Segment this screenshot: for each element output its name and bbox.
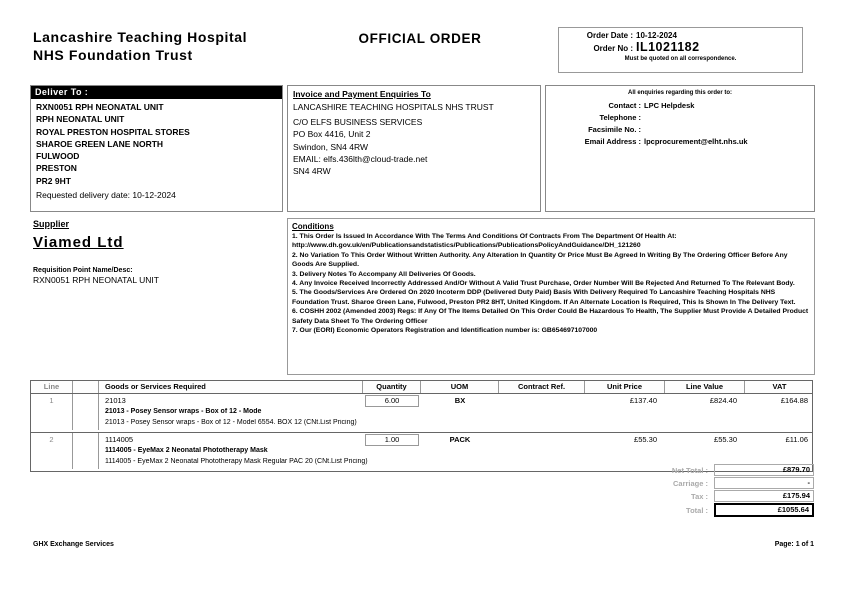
invoice-line: PO Box 4416, Unit 2 [293,129,371,140]
organisation-name-line2: NHS Foundation Trust [33,47,193,63]
invoice-line: SN4 4RW [293,166,331,177]
invoice-line: LANCASHIRE TEACHING HOSPITALS NHS TRUST [293,102,494,112]
footer-page-number: Page: 1 of 1 [774,541,814,548]
order-note: Must be quoted on all correspondence. [624,56,737,62]
col-header-goods: Goods or Services Required [99,381,363,393]
col-header-line-value: Line Value [665,381,745,393]
condition-item: 6. COSHH 2002 (Amended 2003) Regs: If Any Of The Items Detailed On This Order Could Be Hazardous To Health, The Supplier Must Provide A Detailed Product Safety Data Sheet To The Ordering Officer [292,308,809,325]
item-code: 21013 [105,396,126,405]
deliver-line: PR2 9HT [36,175,71,186]
line-number: 1 [31,394,73,430]
unit-price-value: £55.30 [634,435,657,444]
totals-section [560,464,815,518]
condition-item: 3. Delivery Notes To Accompany All Deliveries Of Goods. [292,270,476,278]
col-header-spacer [73,381,99,393]
tax-row [560,490,815,502]
tax-label: Tax : [691,491,708,501]
col-header-unit-price: Unit Price [585,381,665,393]
carriage-value: - [714,477,814,489]
order-date-label: Order Date : [586,31,633,40]
email-label: Email Address : [584,137,641,146]
col-header-quantity: Quantity [363,381,421,393]
order-items-table [30,380,813,472]
condition-item: 4. Any Invoice Received Incorrectly Addressed And/Or Without A Valid Trust Purchase, Order Number Will Be Rejected And Returned To The Relevant Body. [292,280,795,288]
quantity-value: 1.00 [365,434,419,446]
total-label: Total : [686,505,708,515]
enquiries-note: All enquiries regarding this order to: [627,90,732,96]
quantity-cell [363,433,421,447]
carriage-label: Carriage : [672,478,708,488]
item-description-detail: 21013 - Posey Sensor wraps - Box of 12 - Model 6554. BOX 12 (CNt.List Pricing) [105,419,357,426]
unit-price-value: £137.40 [629,396,657,405]
col-header-vat: VAT [772,382,787,391]
deliver-line: PRESTON [36,163,77,174]
enquiry-contact-row [546,100,814,112]
tax-value: £175.94 [714,490,814,502]
table-row [30,394,813,433]
uom-value: BX [454,396,466,405]
contract-ref-value [499,394,585,408]
condition-item: 1. This Order Is Issued In Accordance With The Terms And Conditions Of Contracts From The Department Of Health At: http://www.dh.gov.uk/en/Publicationsandstatistics/Publications/PublicationsPolicyAndGuidance/DH_121260 [292,233,677,250]
carriage-row [560,477,815,489]
telephone-value [644,112,814,124]
deliver-line: SHAROE GREEN LANE NORTH [36,138,164,149]
vat-value: £164.88 [780,396,808,405]
enquiry-facsimile-row [546,124,814,136]
net-total-value: £879.70 [714,464,814,476]
condition-item: 2. No Variation To This Order Without Written Authority. Any Alteration In Quantity Or Price Must Be Agreed In Writing By The Ordering Officer Before Any Goods Are Supplied. [292,251,788,269]
facsimile-label: Facsimile No. : [588,125,641,134]
invoice-address [293,101,535,177]
enquiry-telephone-row [546,112,814,124]
facsimile-value [644,124,814,136]
invoice-line: EMAIL: elfs.436lth@cloud-trade.net [293,153,428,164]
supplier-heading: Supplier [33,219,70,229]
total-row [560,503,815,517]
order-date-row [565,31,796,40]
enquiry-email-row [546,136,814,148]
invoice-line: C/O ELFS BUSINESS SERVICES [293,117,423,128]
order-no-value: IL1021182 [636,40,700,54]
supplier-name: Viamed Ltd [33,234,124,251]
telephone-label: Telephone : [599,113,641,122]
conditions-heading: Conditions [292,222,334,231]
line-value: £55.30 [714,435,737,444]
item-code: 1114005 [105,435,134,444]
enquiries-box [545,85,815,212]
col-header-line: Line [31,381,73,393]
quantity-value: 6.00 [365,395,419,407]
line-value: £824.40 [709,396,737,405]
deliver-to-box [30,85,283,212]
uom-value: PACK [449,435,471,444]
deliver-line: RPH NEONATAL UNIT [36,114,125,125]
deliver-line: RXN0051 RPH NEONATAL UNIT [36,102,164,112]
condition-item: 5. The Goods/Services Are Ordered On 2020 Incoterm DDP (Delivered Duty Paid) Basis With Delivery Required To Lancashire Teaching Hospitals NHS Foundation Trust. Sharoe Green Lane, Fulwood, Preston PR2 8HT, United Kingdom. If An Alternate Location Is Required, This Is Shown In The Delivery Text. [292,289,796,306]
invoice-enquiries-box [287,85,541,212]
requisition-point-label: Requisition Point Name/Desc: [33,267,133,274]
line-number: 2 [31,433,73,469]
condition-item: 7. Our (EORI) Economic Operators Registration and Identification number is: GB654697107000 [292,327,598,335]
order-no-label: Order No : [593,44,633,53]
organisation-name-line1: Lancashire Teaching Hospital [33,29,248,45]
conditions-box [287,218,815,375]
requisition-point-value: RXN0051 RPH NEONATAL UNIT [33,275,159,285]
row-spacer [73,394,99,430]
deliver-line: ROYAL PRESTON HOSPITAL STORES [36,126,190,137]
order-no-row [565,40,796,54]
order-info-box [558,27,803,73]
order-date-value: 10-12-2024 [636,31,677,40]
supplier-section [33,219,159,285]
col-header-contract-ref: Contract Ref. [499,381,585,393]
deliver-to-heading: Deliver To : [31,86,282,99]
requested-delivery-date: Requested delivery date: 10-12-2024 [36,190,176,201]
contract-ref-value [499,433,585,447]
invoice-enquiries-heading: Invoice and Payment Enquiries To [293,89,431,99]
item-description: 21013 - Posey Sensor wraps - Box of 12 - Mode [105,408,262,415]
net-total-row [560,464,815,476]
vat-value: £11.06 [785,435,808,444]
deliver-line: FULWOOD [36,151,80,162]
contact-value: LPC Helpdesk [644,101,695,110]
contact-label: Contact : [608,101,641,110]
net-total-label: Net Total : [671,465,708,475]
quantity-cell [363,394,421,408]
page-title: OFFICIAL ORDER [358,31,482,46]
row-spacer [73,433,99,469]
enquiries-details [546,100,814,148]
email-value: lpcprocurement@elht.nhs.uk [644,137,748,146]
item-description-detail: 1114005 - EyeMax 2 Neonatal Phototherapy Mask Regular PAC 20 (CNt.List Pricing) [105,458,368,465]
table-header-row [30,380,813,394]
col-header-uom: UOM [421,381,499,393]
invoice-line: Swindon, SN4 4RW [293,141,368,152]
deliver-to-address [31,99,282,187]
footer-service-name: GHX Exchange Services [33,541,114,548]
item-description: 1114005 - EyeMax 2 Neonatal Phototherapy Mask [105,447,268,454]
organisation-name [33,28,247,64]
total-value: £1055.64 [714,503,814,517]
